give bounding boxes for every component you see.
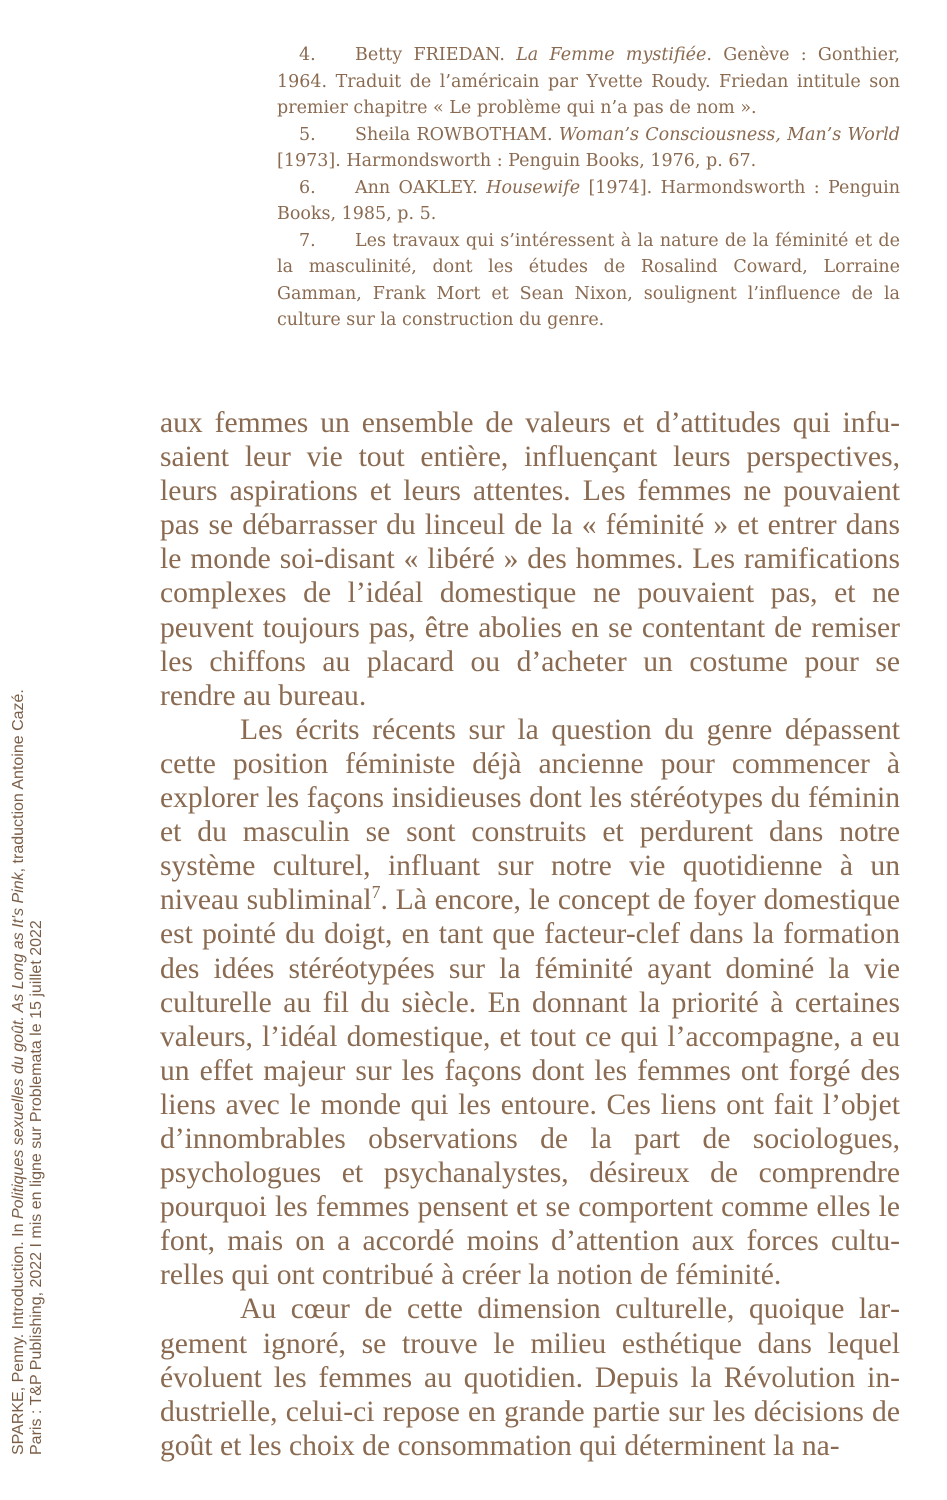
paragraph: aux femmes un ensemble de valeurs et d’attitudes qui infusaient leur vie tout entière, influençant leurs perspectives, leurs aspirations et leurs attentes. Les femmes ne pouvaient pas se débarrasser du linceul de la « féminité » et entrer dans le monde soi-disant « libéré » des hommes. Les ramifications complexes de l’idéal domestique ne pouvaient pas, et ne peuvent toujours pas, être abolies en se contentant de remiser les chiffons au placard ou d’acheter un costume pour se rendre au bureau.	[160, 407, 900, 712]
footnote-text: Les travaux qui s’intéressent à la nature de la féminité et de la masculinité, dont les études de Rosalind Coward, Lorraine Gamman, Frank Mort et Sean Nixon, soulignent l’influence de la culture sur la construction du genre.	[277, 230, 900, 330]
footnote-text: Sheila ROWBOTHAM.	[355, 124, 559, 145]
citation-line	[10, 665, 28, 1455]
paragraph-text: Les écrits récents sur la question du genre dépassent cette position féministe déjà ancienne pour commencer à explorer les façons insidieuses dont les stéréotypes du féminin et du masculin se sont construits et perdurent dans notre système culturel, influant sur notre vie quotidienne à un niveau subliminal	[160, 713, 900, 917]
footnote-reference[interactable]: 7	[371, 882, 381, 903]
footnote-4	[277, 42, 900, 122]
footnote-title: La Femme mystifiée	[516, 45, 707, 65]
footnote-6	[277, 175, 900, 228]
footnote-7	[277, 228, 900, 334]
footnote-title: Housewife	[486, 177, 581, 198]
footnote-text: . Genève : Gonthier, 1964. Traduit de l’américain par Yvette Roudy. Friedan intitule son premier chapitre « Le problème qui n’a pas de nom ».	[277, 45, 900, 118]
citation-sidebar	[10, 665, 46, 1455]
footnote-text: [1974]. Harmondsworth : Penguin Books, 1985, p. 5.	[277, 177, 901, 224]
citation-text: SPARKE, Penny. Introduction. In	[10, 1219, 27, 1455]
footnotes	[277, 42, 900, 334]
main-text	[160, 406, 900, 1463]
paragraph-text: . Là encore, le concept de foyer domestique est pointé du doigt, en tant que facteur-clef dans la formation des idées stéréotypées sur la féminité ayant dominé la vie culturelle au fil du siècle. En donnant la priorité à certaines valeurs, l’idéal domestique, et tout ce qui l’accompagne, a eu un effet majeur sur les façons dont les femmes ont forgé des liens avec le monde qui les entoure. Ces liens ont fait l’objet d’innombrables observations de la part de sociologues, psychologues et psychanalystes, désireux de comprendre pourquoi les femmes pensent et se comportent comme elles le font, mais on a accordé moins d’attention aux forces culturelles qui ont contribué à créer la notion de féminité.	[160, 884, 901, 1292]
footnote-number: 4.	[299, 45, 316, 65]
footnote-number: 5.	[299, 124, 316, 145]
paragraph: Au cœur de cette dimension culturelle, quoique largement ignoré, se trouve le milieu esthétique dans lequel évoluent les femmes au quotidien. Depuis la Révolution industrielle, celui-ci repose en grande partie sur les décisions de goût et les choix de consommation qui déterminent la na-	[160, 1293, 900, 1462]
footnote-text: Ann OAKLEY.	[355, 177, 487, 198]
citation-line: Paris : T&P Publishing, 2022 I mis en ligne sur Problemata le 15 juillet 2022	[28, 920, 45, 1455]
citation-text: , traduction Antoine Cazé.	[10, 689, 27, 873]
footnote-text: Betty FRIEDAN.	[355, 45, 517, 65]
footnote-title: Woman’s Consciousness, Man’s World	[558, 124, 900, 145]
footnote-5	[277, 122, 900, 175]
paragraph	[160, 713, 900, 1293]
footnote-number: 6.	[299, 177, 316, 198]
footnote-text: [1973]. Harmondsworth : Penguin Books, 1976, p. 67.	[277, 151, 757, 171]
footnote-number: 7.	[299, 230, 316, 251]
citation-title: Politiques sexuelles du goût. As Long as It's Pink	[10, 872, 27, 1220]
